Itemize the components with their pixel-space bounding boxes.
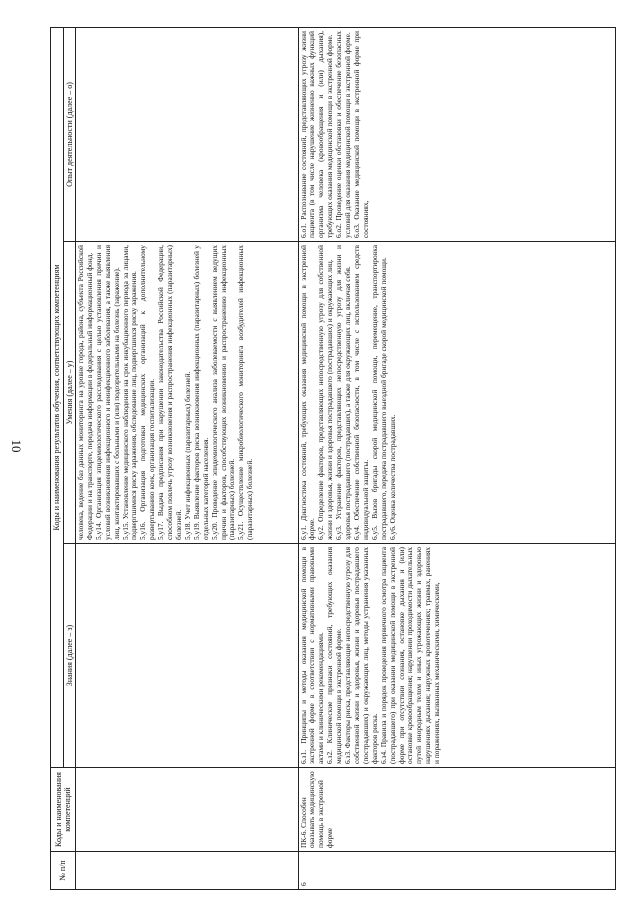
cell-experience xyxy=(76,28,299,242)
skill-line: 5.у21. Осуществление микробиологического мониторинга возбудителей инфекционных (паразитарных) болезней. xyxy=(236,245,255,540)
cell-knowledge xyxy=(76,544,299,768)
skill-line: 5.у16. Организация подготовки медицинских организаций к дополнительному развертыванию коек, организация госпитализации. xyxy=(138,245,157,540)
skill-line: 5.у19. Выявление факторов риска возникновения инфекционных (паразитарных) болезней у отдельных категорий населения. xyxy=(191,245,210,540)
header-knowledge: Знания (далее – з) xyxy=(63,544,76,768)
header-num: № п/п xyxy=(51,852,76,890)
experience-line: 6.о3. Оказание медицинской помощи в экстренной форме при состояниях, xyxy=(351,31,370,238)
experience-line: 6.о2. Проведение оценки обстановки и обеспечение безопасных условий для оказания медицинской помощи в экстренной форме. xyxy=(334,31,353,238)
table-row-pk6 xyxy=(298,28,615,890)
header-group: Коды и наименования результатов обучения, соответствующих компетенциям xyxy=(51,28,64,768)
skill-line: 6.у2. Определение факторов, представляющих непосредственную угрозу для собственной жизни и здоровья, жизни и здоровья пострадавшего (пострадавших) и окружающих лиц. xyxy=(316,245,335,540)
competency-table-container xyxy=(50,28,616,890)
competency-table xyxy=(50,27,616,890)
knowledge-line: 6.з3. Факторы риска, представляющие непосредственную угрозу для собственной жизни и здоровья, жизни и здоровья пострадавшего (пострадавших) и окружающих лиц, методы устранения указанных факторов риска. xyxy=(343,547,379,764)
cell-experience xyxy=(298,28,615,242)
skill-line: 6.у1. Диагностика состояний, требующих оказания медицинской помощи в экстренной форме. xyxy=(298,245,317,540)
knowledge-line: 6.з1. Принципы и методы оказания медицинской помощи в экстренной форме в соответствии с нормативными правовыми актами и клиническими рекомендациями. xyxy=(298,547,326,764)
skill-line: 5.у20. Проведение эпидемиологического анализа заболеваемости с выявлением ведущих причин и факторов, способствующих возникновению и распространению инфекционных (паразитарных) болезней. xyxy=(209,245,237,540)
skill-line: 5.у17. Выдача предписания при нарушении законодательства Российской Федерации, способном повлечь угрозу возникновения и распространения инфекционных (паразитарных) болезней. xyxy=(156,245,183,540)
header-skills: Умения (далее – у) xyxy=(63,242,76,544)
skill-line: 5.у15. Установление медицинского наблюдения на срок инкубационного периода за лицами, подвергшимися риску заражения, обследование лиц, подвергшихся риску заражения. xyxy=(120,245,139,540)
cell-knowledge xyxy=(298,544,615,768)
skill-line: 6.у5. Вызов бригады скорой медицинской помощи, перемещение, транспортировка пострадавшего, передача пострадавшего выездной бригаде скорой медицинской помощи. xyxy=(369,245,388,540)
skill-line: 5.у14. Организация эпидемиологического расследования с целью установления причин и условий возникновения инфекционного и неинфекционного заболевания, а также выявления лиц, контактировавших с больными и (или) подозрительными на болезнь (заражение). xyxy=(93,245,121,540)
cell-num: 6 xyxy=(298,852,615,890)
skill-line: 6.у3. Устранение факторов, представляющих непосредственную угрозу для жизни и здоровья пострадавшего (пострадавших), а также для окружающих лиц, включая себя. xyxy=(334,245,353,540)
knowledge-line: 6.з2. Клинические признаки состояний, требующих оказания медицинской помощи в экстренной форме. xyxy=(325,547,344,764)
experience-line: 6.о1. Распознавание состояний, представляющих угрозу жизни пациента (в том числе нарушение жизненно важных функций организма человека (кровообращения и (или) дыхания), требующих оказания медицинской помощи в экстренной форме. xyxy=(298,31,335,238)
skill-line: человека, ведение баз данных мониторинга на уровне города, района, субъекта Российской Федерации и на транспорте, передача информации в федеральный информационный фонд. xyxy=(76,245,94,540)
knowledge-line: 6.з4. Правила и порядок проведения первичного осмотра пациента (пострадавшего) при оказании медицинской помощи в экстренной форме при отсутствии сознания, остановке дыхания и (или) остановке кровообращения; нарушении проходимости дыхательных путей инородным телом и иных угрожающих жизни и здоровью нарушениях дыхания; наружных кровотечениях; травмах, ранениях и поражениях, вызванных механическими, химическими, xyxy=(378,547,442,764)
cell-code: ПК-6. Способен оказывать медицинскую помощь в экстренной форме xyxy=(298,768,615,852)
skill-line: 5.у18. Учет инфекционных (паразитарных) болезней. xyxy=(182,371,192,540)
page-number: 10 xyxy=(9,439,24,453)
cell-skills xyxy=(76,242,299,544)
table-row-continued xyxy=(76,28,299,890)
cell-skills xyxy=(298,242,615,544)
skill-line: 6.у6. Оценка количества пострадавших. xyxy=(387,414,397,540)
cell-num xyxy=(76,852,299,890)
header-codes: Коды и наименования компетенций xyxy=(51,768,76,852)
header-experience: Опыт деятельности (далее – о) xyxy=(63,28,76,242)
skill-line: 6.у4. Обеспечение собственной безопасности, в том числе с использованием средств индивидуальной защиты. xyxy=(351,245,370,540)
cell-code xyxy=(76,768,299,852)
